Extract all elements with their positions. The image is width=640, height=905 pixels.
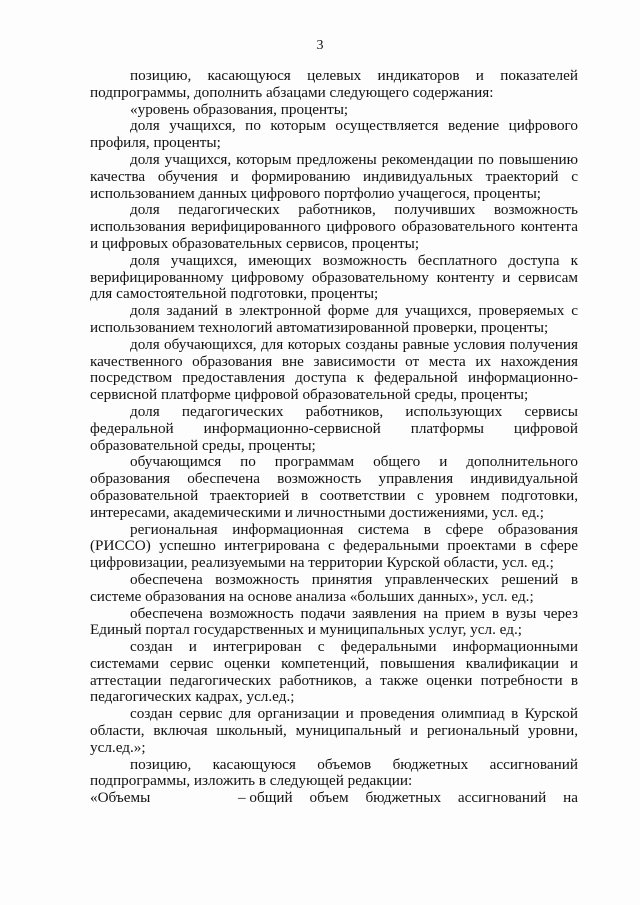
paragraph: доля учащихся, имеющих возможность бесплатного доступа к верифицированному цифровому образовательному контенту и сервисам для самостоятельной подготовки, проценты; — [90, 251, 578, 303]
budget-word: ассигнований — [457, 789, 547, 807]
paragraph: «уровень образования, проценты; — [130, 100, 349, 118]
document-body — [90, 68, 578, 807]
paragraph: доля заданий в электронной форме для учащихся, проверяемых с использованием технологий автоматизированной проверки, проценты; — [90, 302, 578, 336]
budget-word: бюджетных — [365, 789, 442, 807]
budget-word: объем — [309, 789, 349, 807]
paragraph: создан и интегрирован с федеральными информационными системами сервис оценки компетенций, повышения квалификации и аттестации педагогических работников, а также оценки потребности в педагогических кадрах, усл.ед.; — [90, 638, 578, 706]
paragraph: позицию, касающуюся целевых индикаторов и показателей подпрограммы, дополнить абзацами следующего содержания: — [90, 67, 578, 101]
budget-word: на — [563, 789, 578, 807]
budget-label: «Объемы — [90, 789, 151, 807]
budget-description — [238, 790, 578, 807]
budget-table-start — [90, 790, 578, 807]
paragraph: обеспечена возможность принятия управленческих решений в системе образования на основе анализа «больших данных», усл. ед.; — [90, 570, 578, 605]
paragraph: доля обучающихся, для которых созданы равные условия получения качественного образования вне зависимости от места их нахождения посредством предоставления доступа к федеральной информационно-сервисной платформе цифровой образовательной среды, проценты; — [90, 335, 578, 404]
paragraph: доля учащихся, которым предложены рекомендации по повышению качества обучения и формированию индивидуальных траекторий с использованием данных цифрового портфолио учащегося, проценты; — [90, 150, 578, 202]
paragraph: доля учащихся, по которым осуществляется ведение цифрового профиля, проценты; — [90, 117, 578, 152]
paragraph: обеспечена возможность подачи заявления на прием в вузы через Единый портал государственных и муниципальных услуг, усл. ед.; — [90, 604, 578, 639]
paragraph: доля педагогических работников, получивших возможность использования верифицированного цифрового образовательного контента и цифровых образовательных сервисов, проценты; — [90, 201, 578, 252]
paragraph: создан сервис для организации и проведения олимпиад в Курской области, включая школьный, муниципальный и региональный уровни, усл.ед.»; — [90, 705, 578, 756]
paragraph: доля педагогических работников, использующих сервисы федеральной информационно-сервисной платформы цифровой образовательной среды, проценты; — [90, 402, 578, 454]
page-number: 3 — [316, 38, 324, 53]
paragraph: региональная информационная система в сфере образования (РИССО) успешно интегрирована с федеральными проектами в сфере цифровизации, реализуемыми на территории Курской области, усл. ед.; — [90, 520, 578, 572]
paragraph: обучающимся по программам общего и дополнительного образования обеспечена возможность управления индивидуальной образовательной траекторией в соответствии с уровнем подготовки, интересами, академическими и личностными достижениями, усл. ед.; — [90, 453, 578, 521]
paragraph: позицию, касающуюся объемов бюджетных ассигнований подпрограммы, изложить в следующей редакции: — [90, 755, 578, 790]
budget-word: – общий — [238, 789, 293, 807]
